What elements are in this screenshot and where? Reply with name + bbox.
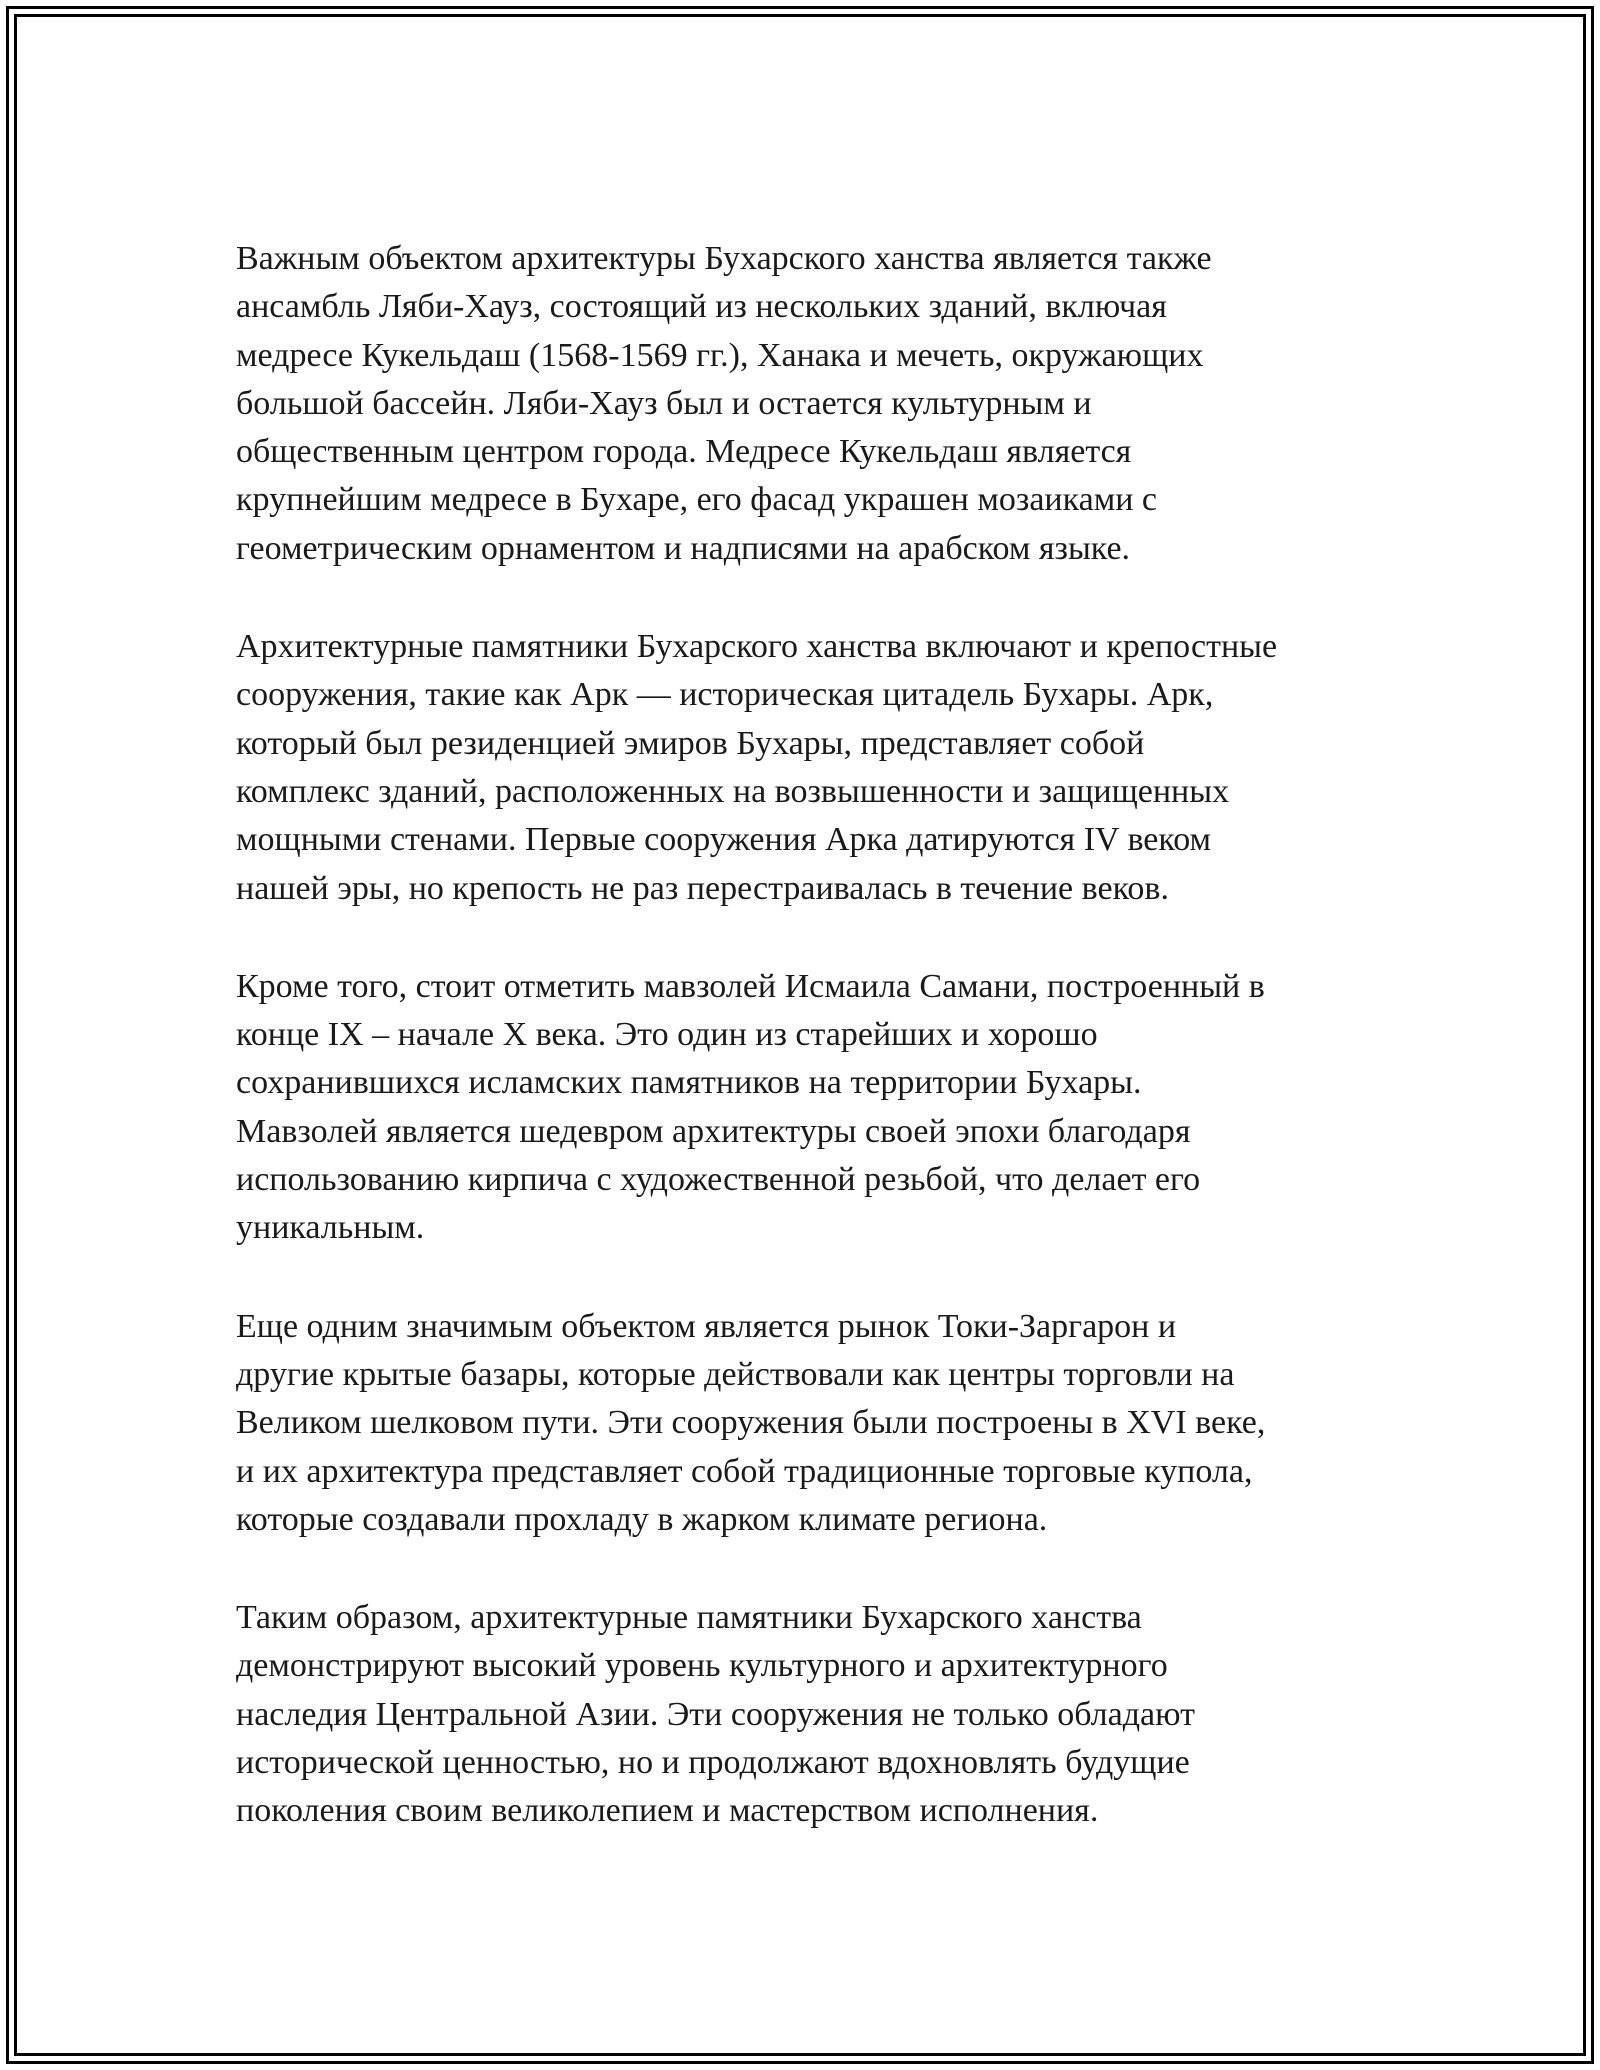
paragraph-ark-citadel: Архитектурные памятники Бухарского ханства включают и крепостные сооружения, такие как Арк — историческая цитадель Бухары. Арк, который был резиденцией эмиров Бухары, представляет собой комплекс зданий, расположенных на возвышенности и защищенных мощными стенами. Первые сооружения Арка датируются IV веком нашей эры, но крепость не раз перестраивалась в течение веков. [236, 628, 1278, 907]
paragraph-toki-zargaron: Еще одним значимым объектом является рынок Токи-Заргарон и другие крытые базары, которые действовали как центры торговли на Великом шелковом пути. Эти сооружения были построены в XVI веке, и их архитектура представляет собой традиционные торговые купола, которые создавали прохладу в жарком климате региона. [236, 1307, 1266, 1538]
paragraph-conclusion: Таким образом, архитектурные памятники Бухарского ханства демонстрируют высокий уровень культурного и архитектурного наследия Центральной Азии. Эти сооружения не только обладают исторической ценностью, но и продолжают вдохновлять будущие поколения своим великолепием и мастерством исполнения. [236, 1599, 1195, 1830]
paragraph-lyabi-hauz: Важным объектом архитектуры Бухарского ханства является также ансамбль Ляби-Хауз, состоящий из нескольких зданий, включая медресе Кукельдаш (1568-1569 гг.), Ханака и мечеть, окружающих большой бассейн. Ляби-Хауз был и остается культурным и общественным центром города. Медресе Кукельдаш является крупнейшим медресе в Бухаре, его фасад украшен мозаиками с геометрическим орнаментом и надписями на арабском языке. [236, 240, 1212, 567]
paragraph-samanid-mausoleum: Кроме того, стоит отметить мавзолей Исмаила Самани, построенный в конце IX – начале X века. Это один из старейших и хорошо сохранившихся исламских памятников на территории Бухары. Мавзолей является шедевром архитектуры своей эпохи благодаря использованию кирпича с художественной резьбой, что делает его уникальным. [236, 967, 1265, 1247]
document-body [236, 235, 1386, 1886]
